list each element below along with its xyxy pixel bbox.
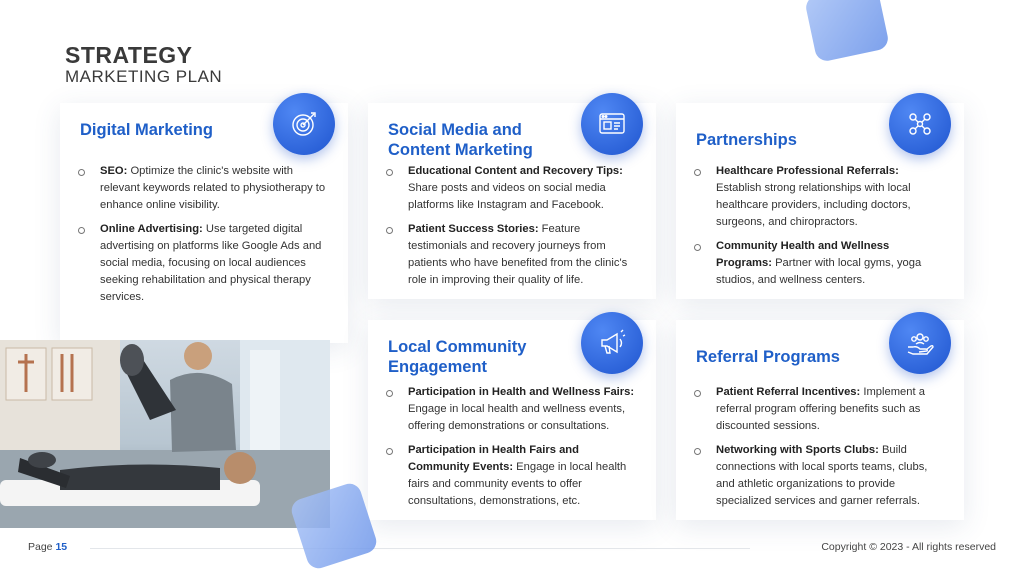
card-title: Digital Marketing: [80, 121, 213, 139]
megaphone-icon: [581, 312, 643, 374]
hand-people-icon: [889, 312, 951, 374]
target-icon: [273, 93, 335, 155]
list-item: Networking with Sports Clubs: Build connections with local sports teams, clubs, and athletic organizations to provide specialized services and garner referrals.: [694, 442, 946, 510]
list-item: Participation in Health Fairs and Community Events: Engage in local health fairs and community events to offer consultations, demonstrations, etc.: [386, 442, 638, 510]
card-referral-programs: [676, 320, 964, 520]
card-digital-marketing: [60, 103, 348, 343]
decorative-square-top: [804, 0, 890, 63]
list-item: Online Advertising: Use targeted digital advertising on platforms like Google Ads and social media, focusing on local audiences seeking rehabilitation and physical therapy services.: [78, 221, 330, 306]
list-item: SEO: Optimize the clinic's website with relevant keywords related to physiotherapy to enhance online visibility.: [78, 163, 330, 214]
card-social-media: [368, 103, 656, 299]
page-title: STRATEGY: [65, 42, 193, 68]
card-title: Local Community Engagement: [388, 338, 527, 376]
list-item: Participation in Health and Wellness Fairs: Engage in local health and wellness events, offering demonstrations or consultations.: [386, 384, 638, 435]
list-item: Patient Success Stories: Feature testimonials and recovery journeys from patients who have benefited from the clinic's role in improving their quality of life.: [386, 221, 638, 289]
list-item: Educational Content and Recovery Tips: Share posts and videos on social media platforms like Instagram and Facebook.: [386, 163, 638, 214]
list-item: Community Health and Wellness Programs: Partner with local gyms, yoga studios, and wellness centers.: [694, 238, 946, 289]
card-local-community: [368, 320, 656, 520]
card-title: Referral Programs: [696, 348, 840, 366]
list-item: Patient Referral Incentives: Implement a referral program offering benefits such as discounted sessions.: [694, 384, 946, 435]
card-title: Social Media and Content Marketing: [388, 121, 533, 159]
network-people-icon: [889, 93, 951, 155]
browser-window-icon: [581, 93, 643, 155]
page-number: Page 15: [28, 541, 68, 553]
physiotherapy-photo: [0, 340, 330, 528]
list-item: Healthcare Professional Referrals: Establish strong relationships with local healthcare providers, including doctors, surgeons, and chiropractors.: [694, 163, 946, 231]
card-partnerships: [676, 103, 964, 299]
copyright-text: Copyright © 2023 - All rights reserved: [821, 541, 996, 553]
card-title: Partnerships: [696, 131, 797, 149]
footer-divider: [90, 548, 750, 549]
page-subtitle: MARKETING PLAN: [65, 67, 223, 86]
